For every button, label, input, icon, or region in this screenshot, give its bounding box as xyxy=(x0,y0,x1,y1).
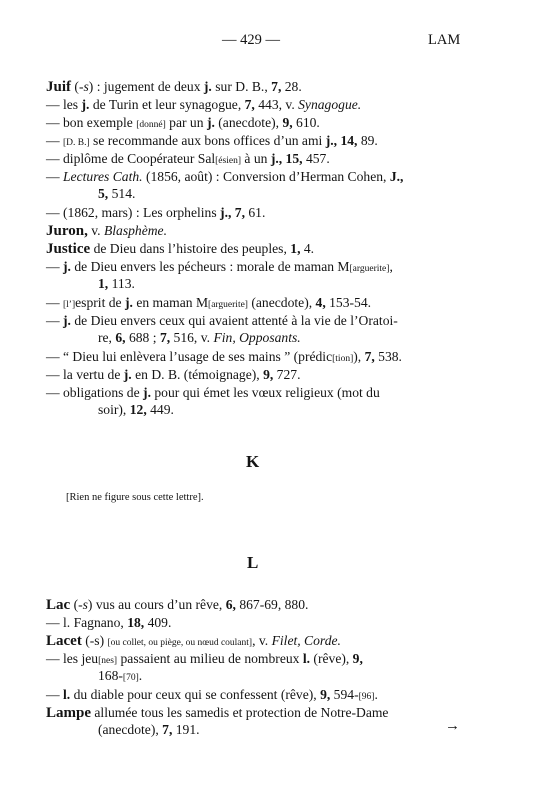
entry-text: 409. xyxy=(144,615,172,630)
entry-text: — xyxy=(46,295,63,310)
entry-juif xyxy=(46,78,302,96)
entry-juron xyxy=(46,222,167,240)
entry-text: 89. xyxy=(357,133,378,148)
entry-text: 449. xyxy=(146,402,174,417)
entry-text: ) vus au cours d’un rêve, xyxy=(87,597,226,612)
entry-bold: 4, xyxy=(315,295,326,310)
subentry-line xyxy=(46,150,330,170)
subentry-line xyxy=(46,114,320,134)
entry-text: (- xyxy=(70,597,83,612)
entry-text: ), xyxy=(353,349,365,364)
entry-text: 457. xyxy=(302,151,330,166)
entry-text: — xyxy=(46,687,63,702)
entry-text: — xyxy=(46,169,63,184)
entry-text: (anecdote), xyxy=(247,295,316,310)
entry-text: 443, v. xyxy=(254,97,299,112)
entry-text: 191. xyxy=(172,722,200,737)
headword: Lacet xyxy=(46,633,82,649)
subentry-line xyxy=(46,366,300,383)
entry-text: 4. xyxy=(300,241,315,256)
entry-bold: 18, xyxy=(127,615,145,630)
subentry-line xyxy=(46,614,171,631)
continuation-line xyxy=(98,275,135,292)
entry-text: — “ Dieu lui enlèvera l’usage de ses mains ” (prédic xyxy=(46,349,333,364)
entry-italic: Filet, Corde. xyxy=(271,633,341,648)
entry-text: à un xyxy=(241,151,271,166)
entry-italic: Blasphème. xyxy=(103,223,167,238)
entry-lac xyxy=(46,596,308,614)
entry-text: — les jeu xyxy=(46,651,99,666)
section-letter-l: L xyxy=(247,553,259,572)
entry-justice xyxy=(46,240,314,258)
subentry-line xyxy=(46,384,380,401)
continuation-line xyxy=(98,667,142,687)
entry-text: de Dieu dans l’histoire des peuples, xyxy=(90,241,291,256)
entry-bold: 6, xyxy=(225,597,236,612)
entry-text: ) : jugement de deux xyxy=(88,79,204,94)
entry-text: 168- xyxy=(98,668,123,683)
subentry-line xyxy=(46,650,363,670)
subentry-line xyxy=(46,348,402,368)
headword: Lampe xyxy=(46,705,91,721)
subentry-line xyxy=(46,96,361,113)
entry-text: — bon exemple xyxy=(46,115,137,130)
entry-text: 727. xyxy=(273,367,301,382)
entry-text: (anecdote), xyxy=(98,722,163,737)
entry-text: (anecdote), xyxy=(214,115,283,130)
entry-text: 516, v. xyxy=(170,330,214,345)
editorial-bracket: [l’] xyxy=(63,300,76,310)
entry-bold: l. xyxy=(63,687,71,702)
entry-text: se recommande aux bons offices d’un ami xyxy=(89,133,326,148)
entry-text: (rêve), xyxy=(310,651,353,666)
entry-text: v. xyxy=(87,223,104,238)
entry-text: — xyxy=(46,313,63,328)
editorial-bracket: [arguerite] xyxy=(208,300,248,310)
editorial-bracket: [donné] xyxy=(136,120,166,130)
entry-bold: j. xyxy=(63,313,71,328)
entry-bold: 7, xyxy=(159,330,171,345)
entry-bold: j. xyxy=(123,367,132,382)
entry-text: pour qui émet les vœux religieux (mot du xyxy=(150,385,380,400)
entry-bold: 1, xyxy=(98,276,109,291)
entry-text: allumée tous les samedis et protection de Notre-Dame xyxy=(91,705,389,720)
entry-italic: Lectures Cath. xyxy=(63,169,143,184)
subentry-line xyxy=(46,294,371,314)
entry-text: 538. xyxy=(374,349,402,364)
entry-bold: 1, xyxy=(290,241,301,256)
entry-bold: j. xyxy=(143,385,151,400)
entry-italic: Fin, Opposants. xyxy=(213,330,301,345)
entry-text: 867-69, 880. xyxy=(235,597,309,612)
entry-text: , v. xyxy=(252,633,272,648)
editorial-bracket: [ou collet, ou piège, ou nœud coulant] xyxy=(107,638,253,648)
entry-text: en maman M xyxy=(132,295,209,310)
entry-bold: 7, xyxy=(271,79,282,94)
entry-text: — l. Fagnano, xyxy=(46,615,128,630)
subentry-line xyxy=(46,204,265,221)
entry-italic: s xyxy=(82,597,88,612)
entry-text: — diplôme de Coopérateur Sal xyxy=(46,151,216,166)
entry-text: de Turin et leur synagogue, xyxy=(89,97,245,112)
entry-text: . xyxy=(374,687,378,702)
entry-text: du diable pour ceux qui se confessent (rêve), xyxy=(70,687,321,702)
entry-text: 113. xyxy=(108,276,135,291)
editorial-bracket: [tion] xyxy=(332,354,354,364)
entry-text: en D. B. (témoignage), xyxy=(131,367,264,382)
entry-text: de Dieu envers ceux qui avaient attenté à la vie de l’Oratoi- xyxy=(70,313,398,328)
running-head-word: LAM xyxy=(428,32,461,48)
entry-text: 514. xyxy=(108,186,136,201)
entry-text: — (1862, mars) : Les orphelins xyxy=(46,205,221,220)
entry-text: (-s) xyxy=(81,633,108,648)
entry-text: 594- xyxy=(330,687,359,702)
entry-bold: 9, xyxy=(352,651,363,666)
entry-text: esprit de xyxy=(75,295,125,310)
subentry-line xyxy=(46,168,403,185)
entry-text: 153-54. xyxy=(325,295,372,310)
entry-bold: j., 14, xyxy=(325,133,358,148)
entry-bold: 9, xyxy=(263,367,274,382)
entry-text: 688 ; xyxy=(125,330,160,345)
section-letter-k: K xyxy=(246,452,260,471)
continuation-line xyxy=(98,329,301,346)
continuation-line xyxy=(98,401,174,418)
subentry-line xyxy=(46,312,398,329)
editorial-bracket: [nes] xyxy=(98,656,118,666)
editorial-bracket: [arguerite] xyxy=(349,264,390,274)
headword: Juif xyxy=(46,79,72,95)
section-k-note: [Rien ne figure sous cette lettre]. xyxy=(66,492,204,503)
entry-text: — xyxy=(46,133,63,148)
headword: Justice xyxy=(46,241,91,257)
entry-bold: j. xyxy=(206,115,215,130)
entry-text: — xyxy=(46,259,63,274)
entry-bold: j., 15, xyxy=(270,151,303,166)
editorial-bracket: [70] xyxy=(122,673,139,683)
page-number: — 429 — xyxy=(222,32,280,48)
entry-bold: 6, xyxy=(115,330,126,345)
continuation-line xyxy=(98,721,200,738)
entry-text: sur D. B., xyxy=(211,79,272,94)
entry-text: de Dieu envers les pécheurs : morale de maman M xyxy=(70,259,350,274)
entry-text: 610. xyxy=(292,115,320,130)
headword: Juron, xyxy=(46,223,88,239)
entry-bold: l. xyxy=(302,651,311,666)
entry-bold: 7, xyxy=(364,349,375,364)
continue-arrow-icon: → xyxy=(445,718,460,734)
entry-text: — obligations de xyxy=(46,385,144,400)
entry-bold: 9, xyxy=(282,115,293,130)
entry-text: , xyxy=(389,259,393,274)
entry-text: 28. xyxy=(281,79,302,94)
subentry-line xyxy=(46,686,378,706)
entry-text: — les xyxy=(46,97,82,112)
entry-text: re, xyxy=(98,330,116,345)
entry-text: — la vertu de xyxy=(46,367,124,382)
entry-bold: 5, xyxy=(98,186,109,201)
entry-lampe xyxy=(46,704,388,722)
entry-bold: j. xyxy=(81,97,90,112)
headword: Lac xyxy=(46,597,71,613)
entry-italic: Synagogue. xyxy=(298,97,362,112)
entry-bold: j. xyxy=(203,79,212,94)
subentry-line xyxy=(46,132,378,152)
entry-bold: J., xyxy=(389,169,404,184)
entry-italic: s xyxy=(83,79,89,94)
entry-text: passaient au milieu de nombreux xyxy=(117,651,303,666)
entry-bold: 7, xyxy=(162,722,173,737)
entry-text: 61. xyxy=(244,205,266,220)
entry-text: . xyxy=(138,668,143,683)
entry-text: par un xyxy=(165,115,207,130)
entry-bold: j., 7, xyxy=(220,205,245,220)
entry-bold: 12, xyxy=(129,402,147,417)
editorial-bracket: [96] xyxy=(358,692,375,702)
entry-bold: j. xyxy=(63,259,71,274)
entry-text: (- xyxy=(71,79,84,94)
entry-bold: 7, xyxy=(244,97,255,112)
editorial-bracket: [ésien] xyxy=(215,156,241,166)
continuation-line xyxy=(98,185,135,202)
entry-bold: 9, xyxy=(320,687,331,702)
entry-text: soir), xyxy=(98,402,130,417)
editorial-bracket: [D. B.] xyxy=(63,138,90,148)
entry-lacet xyxy=(46,632,341,652)
entry-text: (1856, août) : Conversion d’Herman Cohen, xyxy=(142,169,390,184)
entry-bold: j. xyxy=(124,295,133,310)
